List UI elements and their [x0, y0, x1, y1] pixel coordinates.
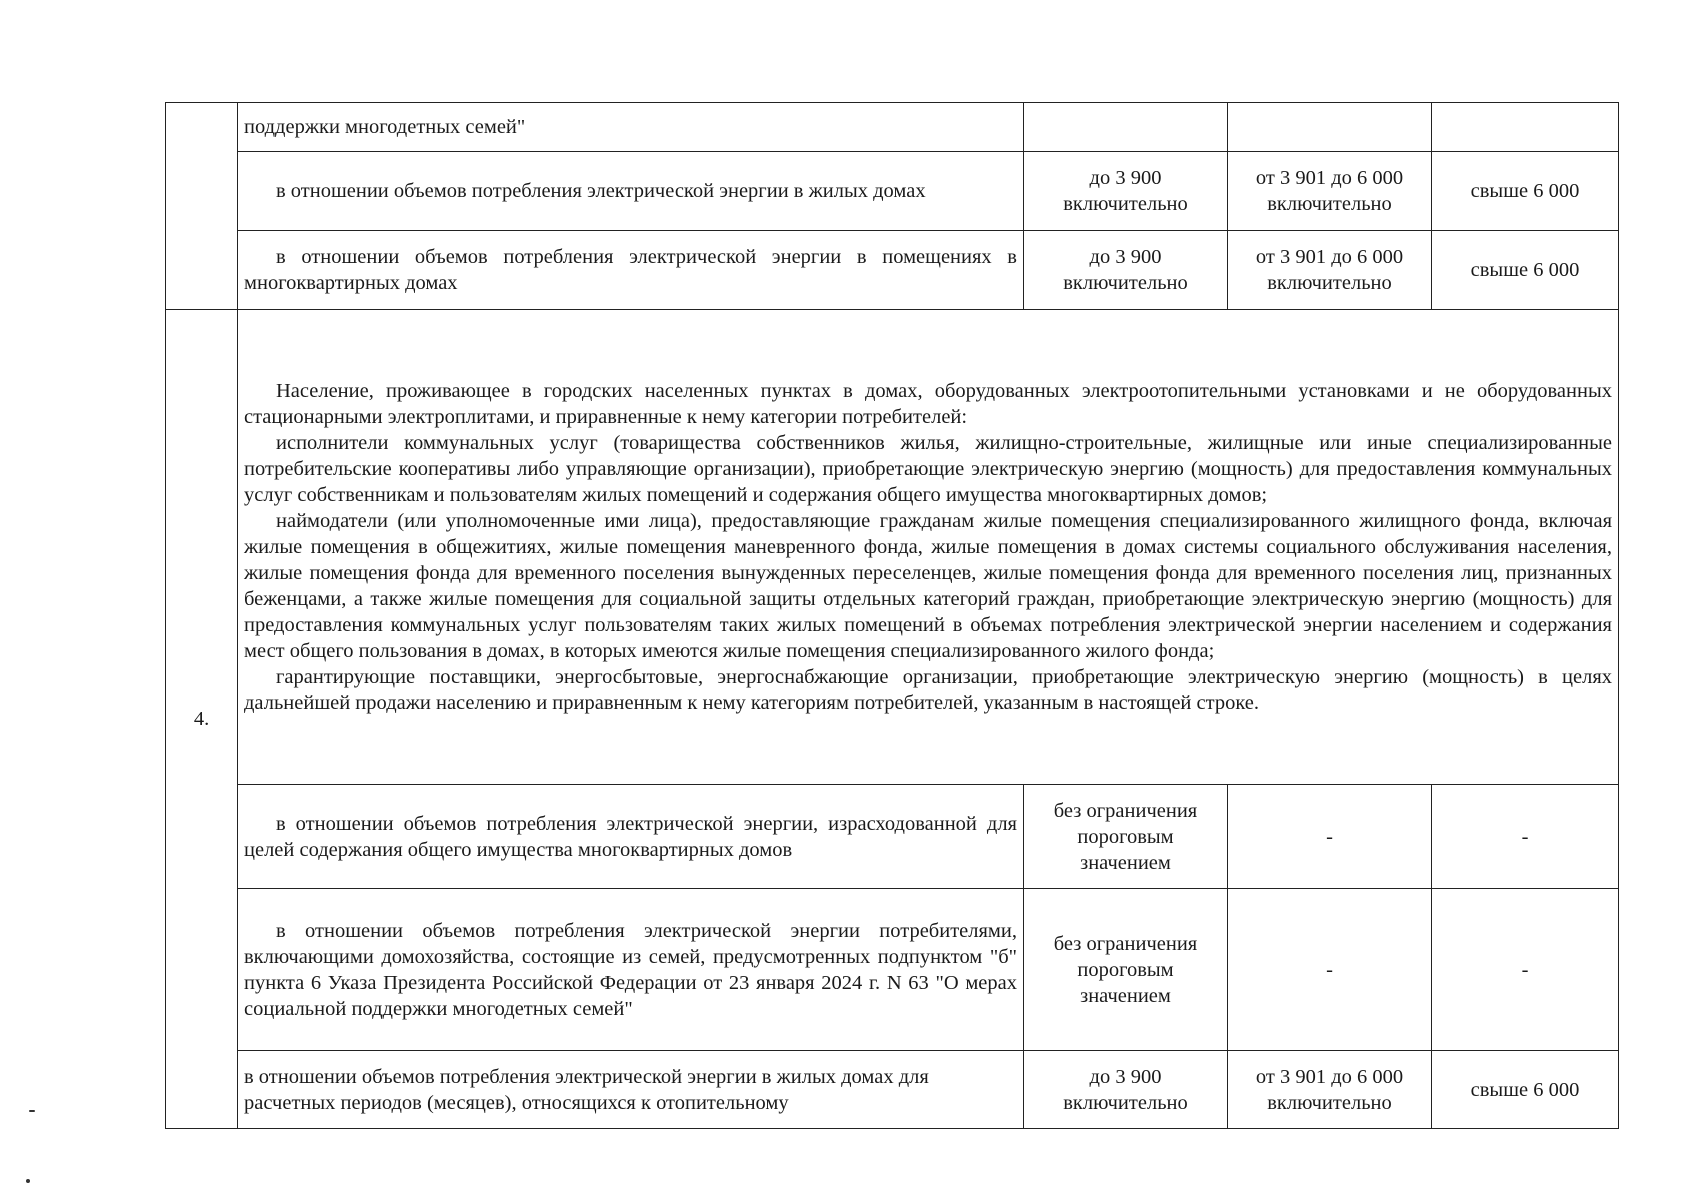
row-description: в отношении объемов потребления электрической энергии потребителями, включающими домохозяйства, состоящие из семей, предусмотренных подпунктом "б" пункта 6 Указа Президента Российской Федерации от 23 января 2024 г. N 63 "О мерах социальной поддержки многодетных семей": [238, 889, 1024, 1051]
scan-speck: [26, 1179, 30, 1183]
value-cell-3: -: [1432, 889, 1619, 1051]
paragraph: Население, проживающее в городских населенных пунктах в домах, оборудованных электроотопительными установками и не оборудованных стационарными электроплитами, и приравненные к нему категории потребителей:: [244, 380, 1612, 428]
row-description: в отношении объемов потребления электрической энергии, израсходованной для целей содержания общего имущества многоквартирных домов: [238, 785, 1024, 889]
table-row: [166, 1051, 1619, 1129]
value-cell-1: [1024, 103, 1228, 152]
value-cell-3: свыше 6 000: [1432, 152, 1619, 231]
value-cell-2: [1228, 103, 1432, 152]
table-row: [166, 785, 1619, 889]
section-4-text: [238, 310, 1619, 785]
row-description: поддержки многодетных семей": [238, 103, 1024, 152]
value-cell-3: -: [1432, 785, 1619, 889]
value-cell-1: до 3 900 включительно: [1024, 1051, 1228, 1129]
row-number-cell: [166, 103, 238, 310]
value-cell-3: [1432, 103, 1619, 152]
value-cell-1: без ограничения пороговым значением: [1024, 889, 1228, 1051]
scan-speck: [29, 1110, 35, 1112]
value-cell-1: до 3 900 включительно: [1024, 231, 1228, 310]
table-row: [166, 152, 1619, 231]
value-cell-2: от 3 901 до 6 000 включительно: [1228, 231, 1432, 310]
row-description: в отношении объемов потребления электрической энергии в жилых домах: [238, 152, 1024, 231]
value-cell-3: свыше 6 000: [1432, 1051, 1619, 1129]
tariff-table: [165, 102, 1619, 1129]
section-number: 4.: [166, 310, 238, 1129]
value-cell-2: от 3 901 до 6 000 включительно: [1228, 1051, 1432, 1129]
row-description: в отношении объемов потребления электрической энергии в помещениях в многоквартирных домах: [238, 231, 1024, 310]
value-cell-3: свыше 6 000: [1432, 231, 1619, 310]
paragraph: исполнители коммунальных услуг (товарищества собственников жилья, жилищно-строительные, жилищные или иные специализированные потребительские кооперативы либо управляющие организации), приобретающие электрическую энергию (мощность) для предоставления коммунальных услуг собственникам и пользователям жилых помещений и содержания общего имущества многоквартирных домов;: [244, 432, 1612, 506]
paragraph: гарантирующие поставщики, энергосбытовые, энергоснабжающие организации, приобретающие электрическую энергию (мощность) в целях дальнейшей продажи населению и приравненным к нему категориям потребителей, указанным в настоящей строке.: [244, 666, 1612, 714]
value-cell-2: -: [1228, 785, 1432, 889]
table-row: [166, 889, 1619, 1051]
value-cell-2: от 3 901 до 6 000 включительно: [1228, 152, 1432, 231]
table-row: [166, 103, 1619, 152]
paragraph: наймодатели (или уполномоченные ими лица), предоставляющие гражданам жилые помещения специализированного жилищного фонда, включая жилые помещения в общежитиях, жилые помещения маневренного фонда, жилые помещения в домах системы социального обслуживания населения, жилые помещения фонда для временного поселения вынужденных переселенцев, жилые помещения фонда для временного поселения лиц, признанных беженцами, а также жилые помещения для социальной защиты отдельных категорий граждан, приобретающие электрическую энергию (мощность) для предоставления коммунальных услуг пользователям таких жилых помещений в объемах потребления электрической энергии населением и содержания мест общего пользования в домах, в которых имеются жилые помещения специализированного жилого фонда;: [244, 510, 1612, 662]
value-cell-2: -: [1228, 889, 1432, 1051]
section-4-header-row: [166, 310, 1619, 785]
table-row: [166, 231, 1619, 310]
value-cell-1: до 3 900 включительно: [1024, 152, 1228, 231]
row-description: в отношении объемов потребления электрической энергии в жилых домах для расчетных периодов (месяцев), относящихся к отопительному: [238, 1051, 1024, 1129]
value-cell-1: без ограничения пороговым значением: [1024, 785, 1228, 889]
